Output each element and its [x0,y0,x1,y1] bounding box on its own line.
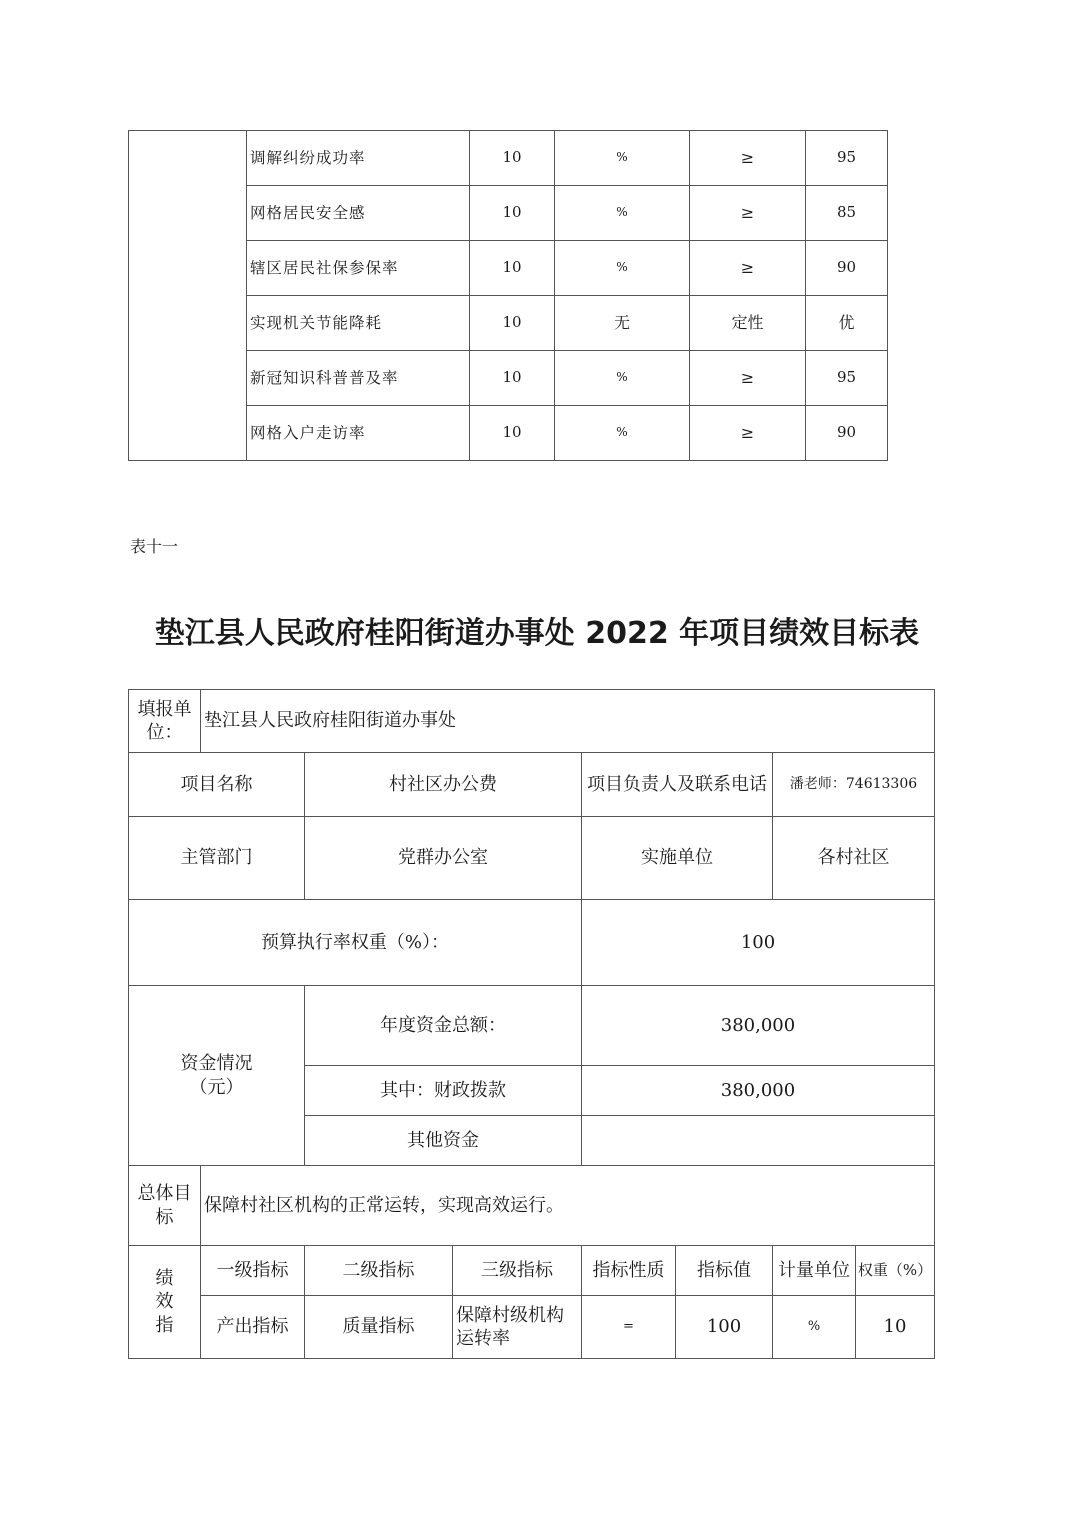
annual-total-label: 年度资金总额： [305,986,582,1066]
contact-label: 项目负责人及联系电话 [582,753,773,817]
perf-value: 100 [676,1296,773,1359]
indicator-op: ≥ [690,406,806,461]
other-funds-label: 其他资金 [305,1116,582,1166]
funds-label: 资金情况 （元） [129,986,305,1166]
project-name-value: 村社区办公费 [305,753,582,817]
table-row [129,1166,935,1246]
perf-nature: = [582,1296,676,1359]
header-cell: 三级指标 [453,1246,582,1296]
indicator-name: 调解纠纷成功率 [247,131,470,186]
indicator-value: 90 [806,406,888,461]
dept-label: 主管部门 [129,817,305,900]
header-cell: 二级指标 [305,1246,453,1296]
header-cell: 计量单位 [773,1246,856,1296]
table-row [129,690,935,753]
fiscal-label: 其中：财政拨款 [305,1066,582,1116]
table-row [129,1246,935,1296]
indicator-value: 95 [806,131,888,186]
indicator-op: ≥ [690,186,806,241]
indicator-unit: % [555,186,690,241]
annual-total-value: 380,000 [582,986,935,1066]
goal-value: 保障村社区机构的正常运转，实现高效运行。 [201,1166,935,1246]
indicator-weight: 10 [470,406,555,461]
indicator-name: 实现机关节能降耗 [247,296,470,351]
indicator-op: 定性 [690,296,806,351]
impl-value: 各村社区 [773,817,935,900]
perf-level1: 产出指标 [201,1296,305,1359]
indicator-value: 优 [806,296,888,351]
perf-label: 绩效指 [129,1246,201,1359]
contact-value: 潘老师：74613306 [773,753,935,817]
table-row [129,1296,935,1359]
indicator-value: 85 [806,186,888,241]
other-funds-value [582,1116,935,1166]
table-row [129,986,935,1066]
reporting-unit-label: 填报单位： [129,690,201,753]
indicator-unit: % [555,241,690,296]
indicator-weight: 10 [470,296,555,351]
impl-label: 实施单位 [582,817,773,900]
perf-weight: 10 [856,1296,935,1359]
table-row [129,900,935,986]
dept-value: 党群办公室 [305,817,582,900]
indicator-weight: 10 [470,241,555,296]
indicator-op: ≥ [690,131,806,186]
page-title: 垫江县人民政府桂阳街道办事处 2022 年项目绩效目标表 [154,616,920,651]
project-name-label: 项目名称 [129,753,305,817]
indicator-op: ≥ [690,241,806,296]
indicator-weight: 10 [470,186,555,241]
table-number-label: 表十一 [130,537,179,556]
indicator-unit: % [555,131,690,186]
indicator-op: ≥ [690,351,806,406]
indicator-name: 新冠知识科普普及率 [247,351,470,406]
perf-level2: 质量指标 [305,1296,453,1359]
perf-unit: % [773,1296,856,1359]
indicator-unit: 无 [555,296,690,351]
indicator-name: 辖区居民社保参保率 [247,241,470,296]
table-row [129,817,935,900]
indicator-value: 95 [806,351,888,406]
indicator-unit: % [555,406,690,461]
table-row [129,753,935,817]
budget-weight-value: 100 [582,900,935,986]
perf-level3: 保障村级机构运转率 [453,1296,582,1359]
performance-goal-table [128,689,935,1359]
header-cell: 一级指标 [201,1246,305,1296]
indicator-value: 90 [806,241,888,296]
reporting-unit-value: 垫江县人民政府桂阳街道办事处 [201,690,935,753]
header-cell: 指标值 [676,1246,773,1296]
merged-blank-cell [129,131,247,461]
indicator-name: 网格入户走访率 [247,406,470,461]
indicator-weight: 10 [470,351,555,406]
table-row [129,131,888,186]
indicator-name: 网格居民安全感 [247,186,470,241]
goal-label: 总体目标 [129,1166,201,1246]
indicator-weight: 10 [470,131,555,186]
header-cell: 指标性质 [582,1246,676,1296]
top-indicator-table [128,130,888,461]
fiscal-value: 380,000 [582,1066,935,1116]
header-cell: 权重（%） [856,1246,935,1296]
indicator-unit: % [555,351,690,406]
budget-weight-label: 预算执行率权重（%）： [129,900,582,986]
